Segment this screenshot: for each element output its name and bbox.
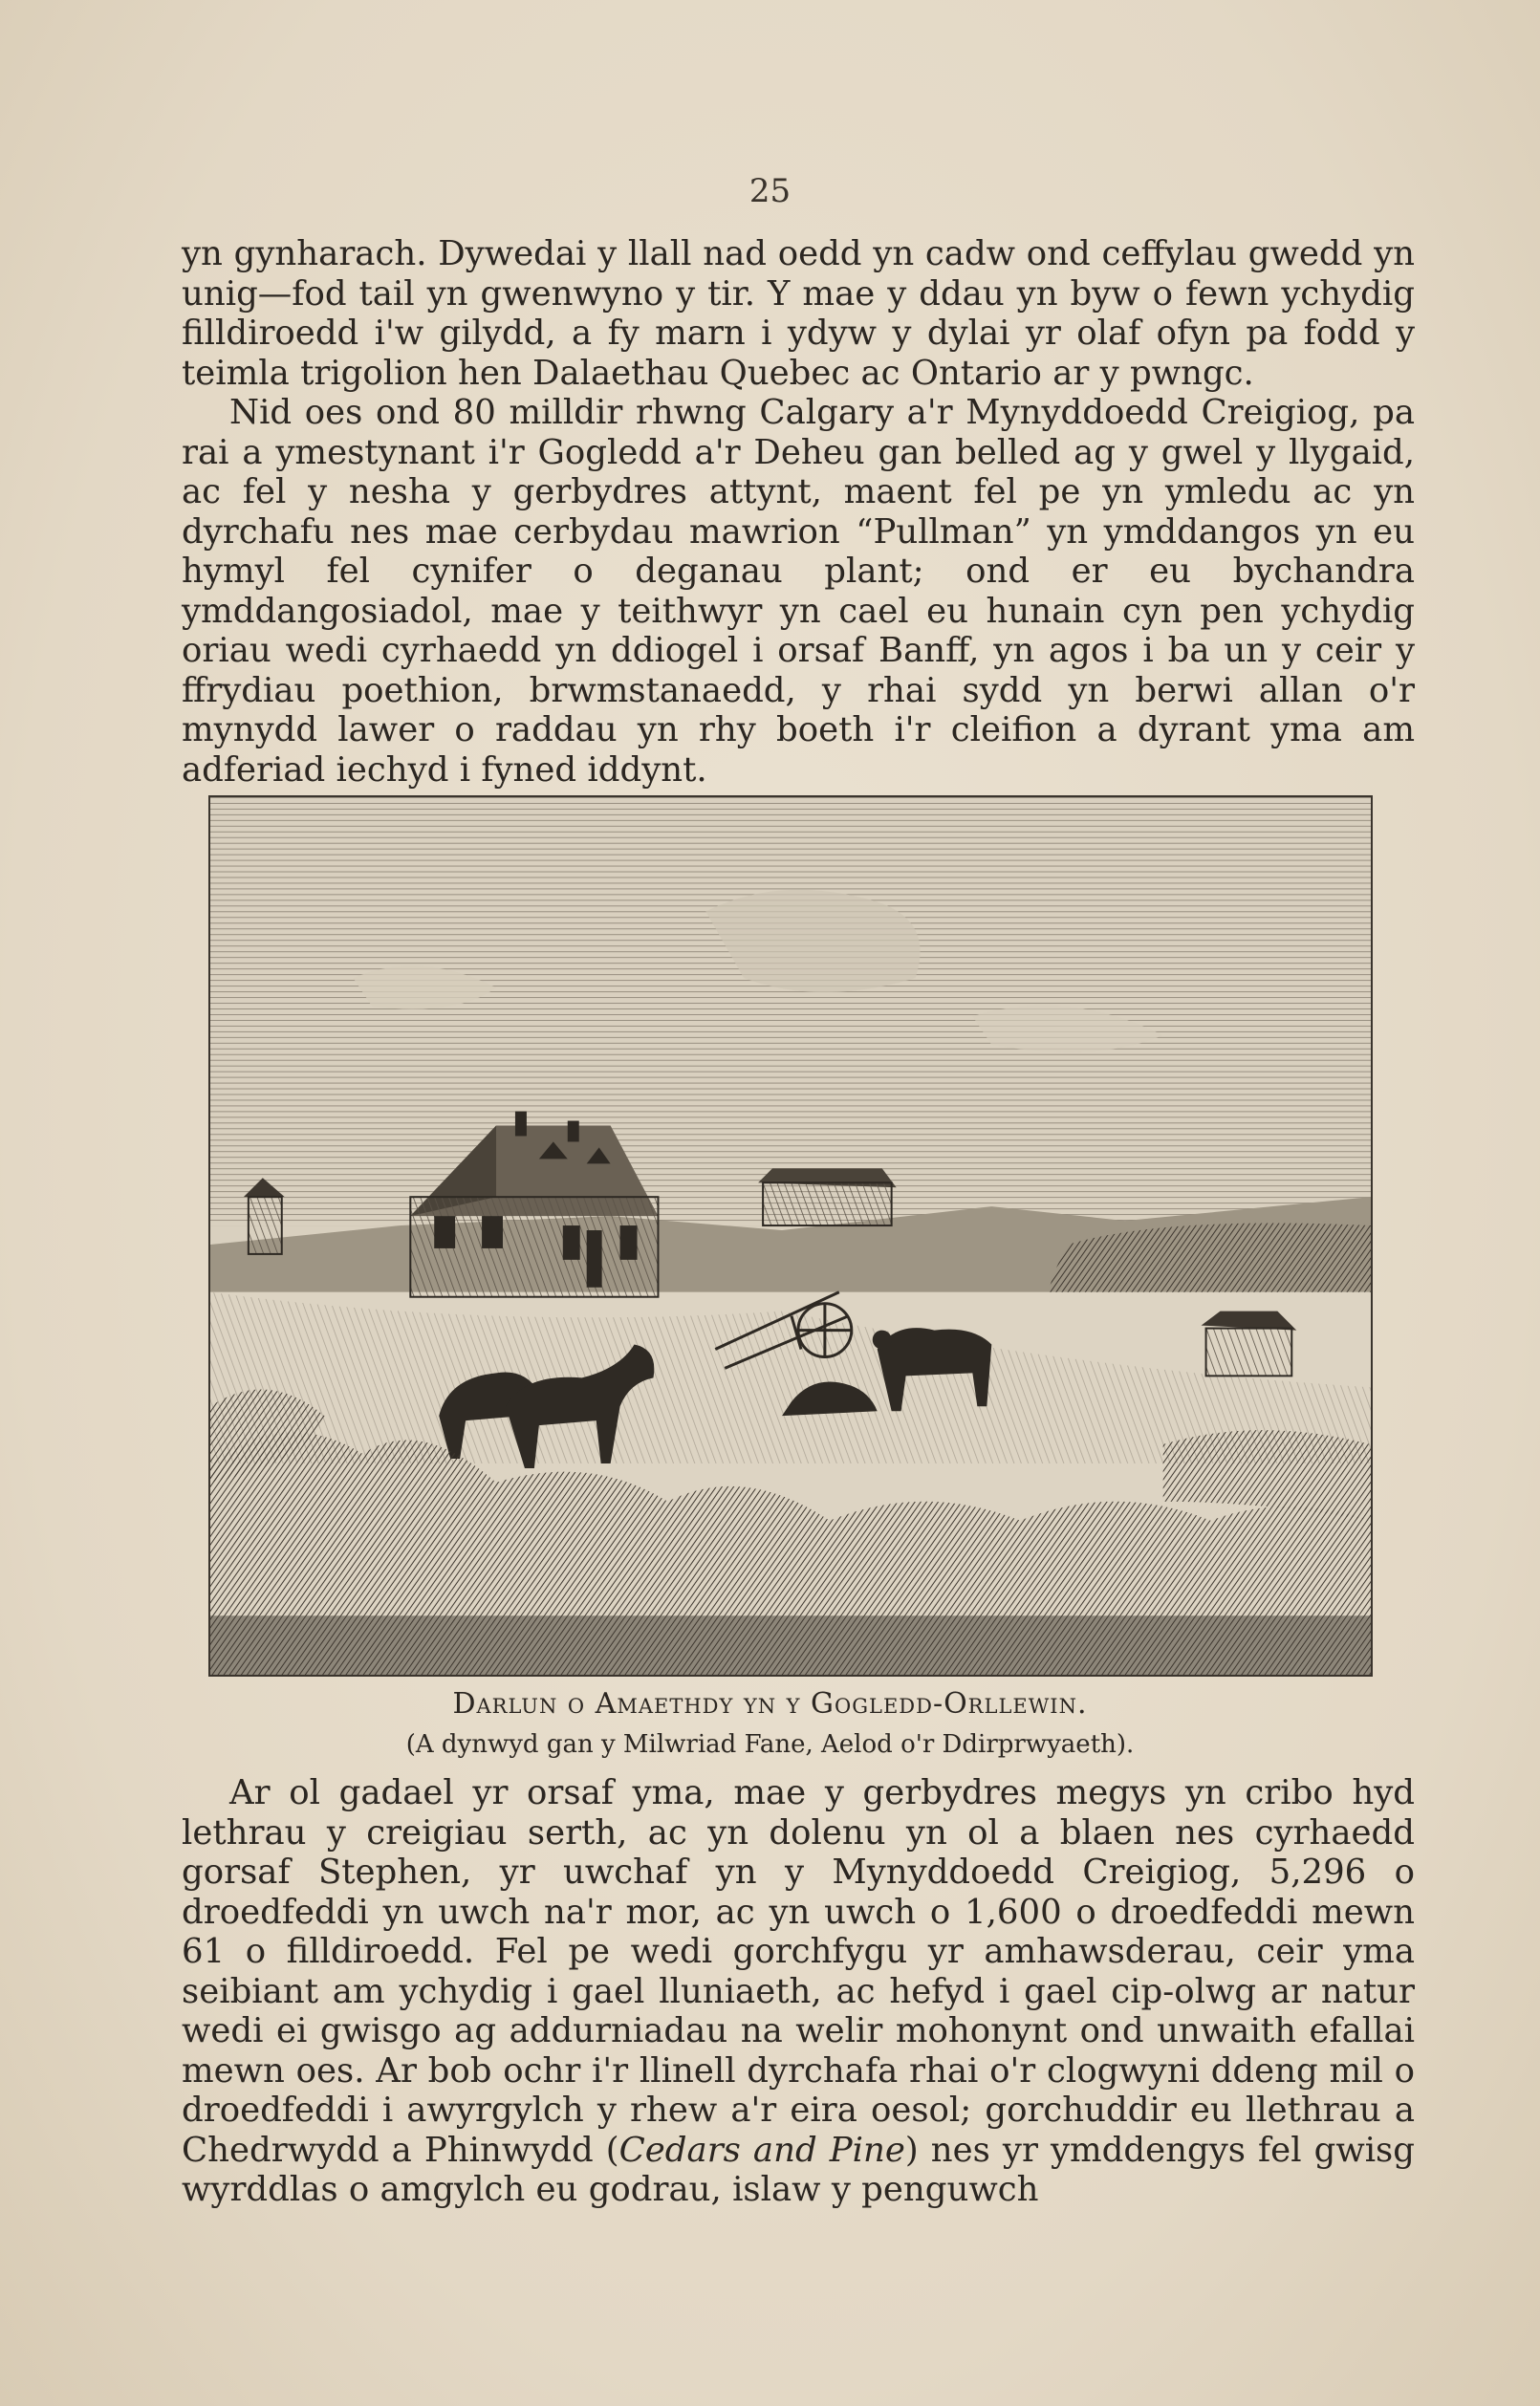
- paragraph-calgary: Nid oes ond 80 milldir rhwng Calgary a'r Mynyddoedd Creigiog, pa rai a ymestynant i'r Gogledd a'r Deheu gan belled ag y gwel y llygaid, ac fel y nesha y gerbydres attynt, maent fel pe yn ymledu ac yn dyrchafu nes mae cerbydau mawrion “Pullman” yn ymddangos yn eu hymyl fel cynifer o deganau plant; ond er eu bychandra ymddangosiadol, mae y teithwyr yn cael eu hunain cyn pen ychydig oriau wedi cyrhaedd yn ddiogel i orsaf Banff, yn agos i ba un y ceir y ffrydiau poethion, brwmstanaedd, y rhai sydd yn berwi allan o'r mynydd lawer o raddau yn rhy boeth i'r cleifion a dyrant yma am adferiad iechyd i fyned iddynt.: [182, 393, 1415, 790]
- barn: [758, 1168, 897, 1225]
- page-number: 25: [748, 172, 792, 210]
- paragraph-continuation: yn gynharach. Dywedai y llall nad oedd yn cadw ond ceffylau gwedd yn unig—fod tail yn gwenwyno y tir. Y mae y ddau yn byw o fewn ychydig filldiroedd i'w gilydd, a fy marn i ydyw y dylai yr olaf ofyn pa fodd y teimla trigolion hen Dalaethau Quebec ac Ontario ar y pwngc.: [182, 234, 1415, 393]
- figure-title-text: Darlun o Amaethdy yn y Gogledd-Orllewin.: [452, 1687, 1088, 1721]
- paragraph-top: [182, 234, 1415, 790]
- paragraph-bottom-italic: Cedars and Pine: [618, 2130, 905, 2170]
- paragraph-bottom: [182, 1773, 1415, 2210]
- paragraph-bottom-text: Ar ol gadael yr orsaf yma, mae y gerbydres megys yn cribo hyd lethrau y creigiau serth, ac yn dolenu yn ol a blaen nes cyrhaedd gorsaf Stephen, yr uwchaf yn y Mynyddoedd Creigiog, 5,296 o droedfeddi yn uwch na'r mor, ac yn uwch o 1,600 o droedfeddi mewn 61 o filldiroedd. Fel pe wedi gorchfygu yr amhawsderau, ceir yma seibiant am ychydig i gael lluniaeth, ac hefyd i gael cip-olwg ar natur wedi ei gwisgo ag addurniadau na welir mohonynt ond unwaith efallai mewn oes. Ar bob ochr i'r llinell dyrchafa rhai o'r clogwyni ddeng mil o droedfeddi i awyrgylch y rhew a'r eira oesol; gorchuddir eu llethrau a Chedrwydd a Phinwydd (: [182, 1773, 1415, 2170]
- farmhouse-engraving: [208, 795, 1373, 1677]
- figure-credit: (A dynwyd gan y Milwriad Fane, Aelod o'r Ddirprwyaeth).: [405, 1730, 1135, 1759]
- engraving-illustration: [210, 797, 1371, 1675]
- figure-title: [0, 1687, 1540, 1721]
- paragraph-bottom-tail: ) nes yr ymddengys fel gwisg wyrddlas o amgylch eu godrau, islaw y penguwch: [182, 2130, 1415, 2209]
- right-building: [1202, 1311, 1297, 1376]
- sky: [210, 797, 1371, 1225]
